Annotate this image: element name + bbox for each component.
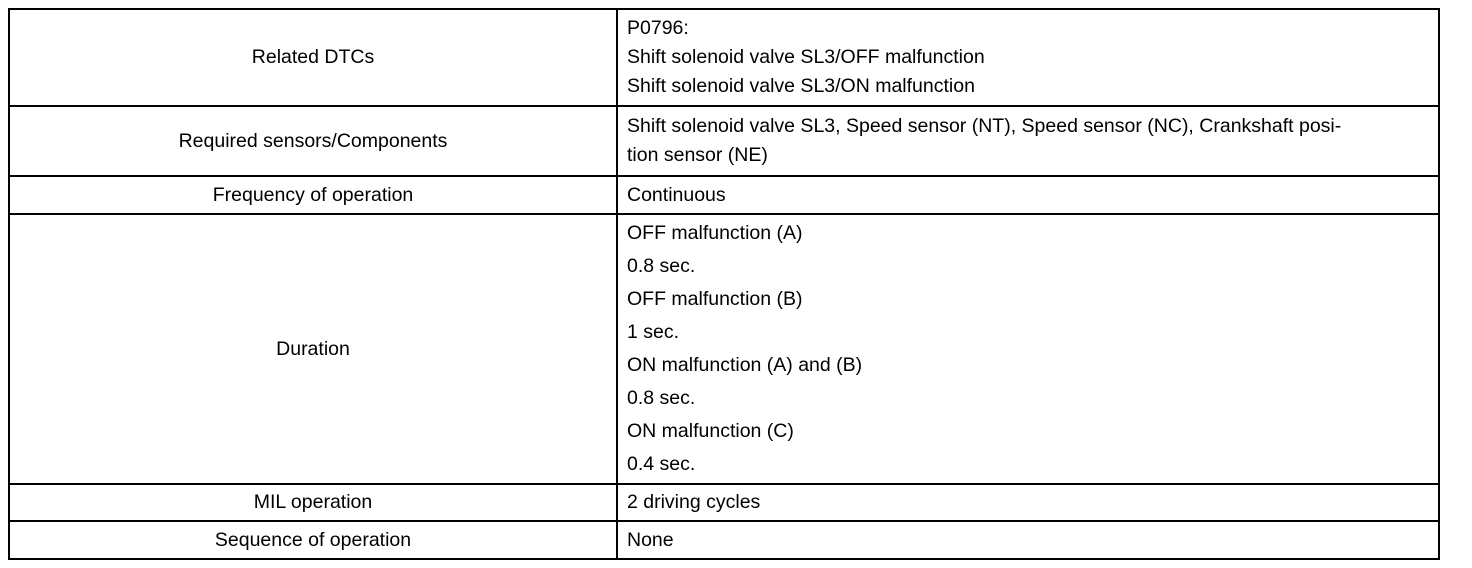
duration-value [617, 214, 1439, 484]
duration-line: ON malfunction (C) [627, 420, 794, 442]
duration-line: 0.8 sec. [627, 255, 696, 277]
duration-line: OFF malfunction (B) [627, 288, 803, 310]
table-row-mil-operation [9, 484, 1439, 521]
required-sensors-label: Required sensors/Components [9, 106, 617, 176]
required-sensors-line: tion sensor (NE) [627, 144, 768, 166]
duration-line: 1 sec. [627, 321, 680, 343]
duration-line: OFF malfunction (A) [627, 222, 803, 244]
mil-operation-label: MIL operation [9, 484, 617, 521]
duration-line: 0.8 sec. [627, 387, 696, 409]
related-dtcs-value [617, 9, 1439, 106]
required-sensors-value [617, 106, 1439, 176]
duration-line: 0.4 sec. [627, 453, 696, 475]
related-dtcs-line: Shift solenoid valve SL3/OFF malfunction [627, 45, 985, 68]
duration-label: Duration [9, 214, 617, 484]
table-row-frequency [9, 176, 1439, 214]
table-row-sequence [9, 521, 1439, 559]
table-row-related-dtcs [9, 9, 1439, 106]
related-dtcs-line: P0796: [627, 16, 689, 39]
related-dtcs-line: Shift solenoid valve SL3/ON malfunction [627, 75, 975, 98]
table-row-duration [9, 214, 1439, 484]
duration-line: ON malfunction (A) and (B) [627, 354, 863, 376]
frequency-label: Frequency of operation [9, 176, 617, 214]
required-sensors-line: Shift solenoid valve SL3, Speed sensor (NT), Speed sensor (NC), Crankshaft posi- [627, 115, 1342, 137]
table-row-required-sensors [9, 106, 1439, 176]
frequency-value: Continuous [617, 176, 1439, 214]
sequence-label: Sequence of operation [9, 521, 617, 559]
related-dtcs-label: Related DTCs [9, 9, 617, 106]
monitor-spec-table [8, 8, 1440, 560]
mil-operation-value: 2 driving cycles [617, 484, 1439, 521]
sequence-value: None [617, 521, 1439, 559]
